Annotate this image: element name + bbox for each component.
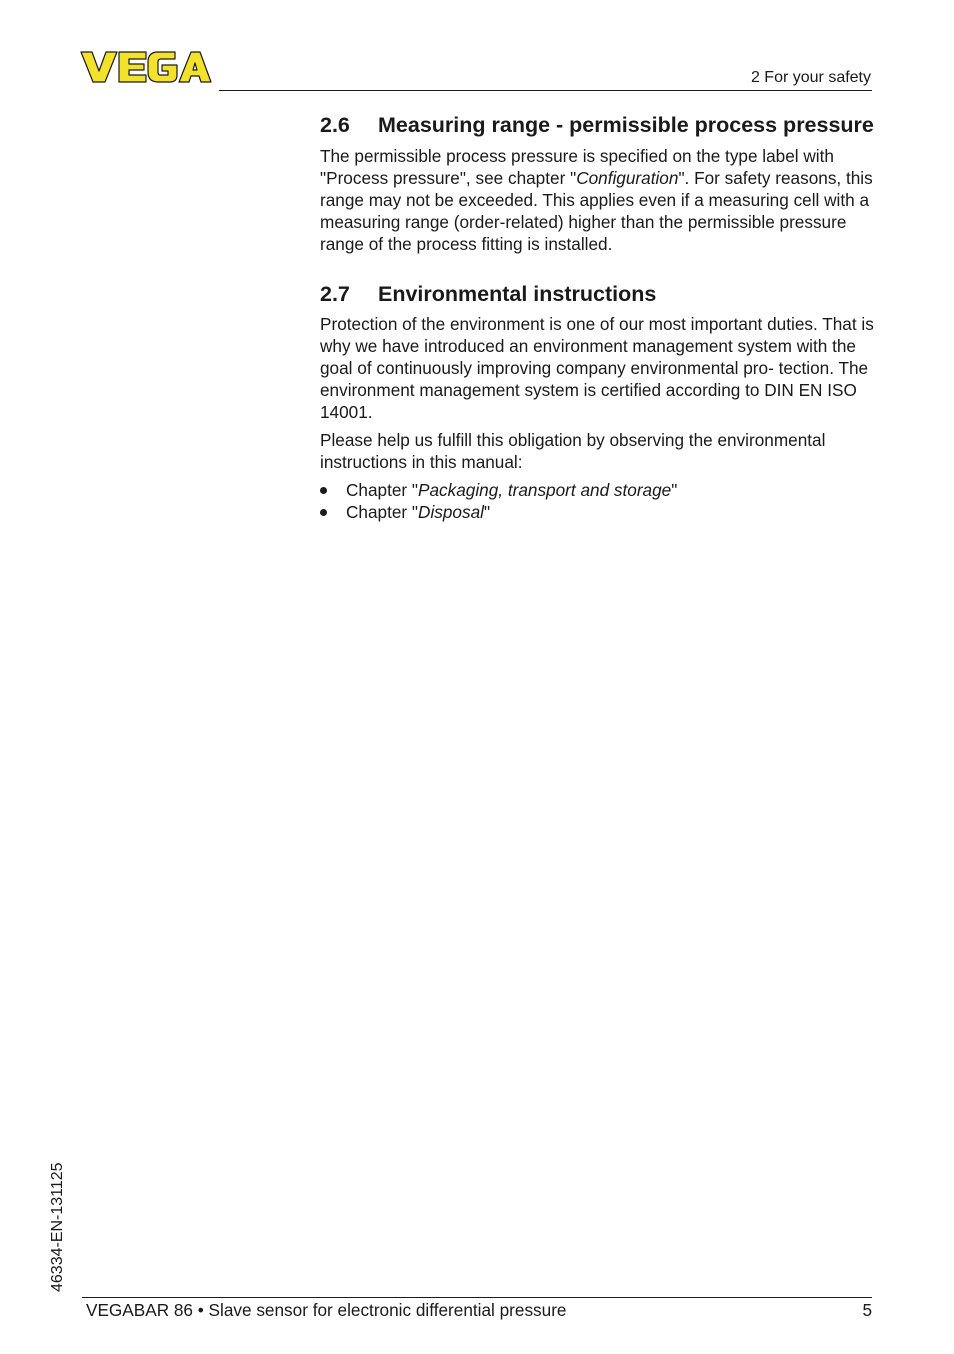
list-item-text: Chapter " [346,480,419,500]
footer-product-title: VEGABAR 86 • Slave sensor for electronic differential pressure [86,1300,567,1320]
list-item-text: " [483,502,491,522]
list-item [320,501,880,523]
list-item [320,479,880,501]
chapter-reference: Configuration [576,168,679,188]
chapter-reference: Packaging, transport and storage [418,480,672,500]
section-number: 2.6 [320,113,350,137]
list-item-text: " [671,480,678,500]
header-divider [219,90,872,91]
section-heading [320,112,880,139]
vega-logo [80,50,212,84]
section-number: 2.7 [320,282,350,306]
header-section-title: 2 For your safety [750,69,871,86]
section-title: Environmental instructions [378,282,657,306]
page-number: 5 [862,1300,872,1320]
bullet-list [320,479,880,523]
paragraph [320,145,880,255]
chapter-reference: Disposal [418,502,484,522]
paragraph: Please help us fulfill this obligation by observing the environmental instructions in this manual: [320,430,826,472]
paragraph-text: The permissible process pressure is specified on the type label with "Process pressure", see chapter " [320,146,834,188]
section-title: Measuring range - permissible process pressure [378,113,874,137]
list-item-text: Chapter " [346,502,419,522]
bullet-icon [320,487,327,494]
vega-logo-icon [80,50,212,84]
section-heading [320,281,880,308]
bullet-icon [320,509,327,516]
footer-divider [82,1297,872,1298]
document-code: 46334-EN-131125 [49,1162,66,1292]
paragraph-text: ". For safety reasons, this range may not be exceeded. This applies even if a measuring cell with a measuring range (order-related) higher than the permissible pressure range of the process fitting is installed. [320,168,873,254]
main-content [320,112,880,523]
section-2-7 [320,281,880,523]
paragraph: Protection of the environment is one of our most important duties. That is why we have introduced an environment management system with the goal of continuously improving company environmental pro- tection. The environment management system is certified according to DIN EN ISO 14001. [320,314,874,422]
section-2-6 [320,112,880,255]
